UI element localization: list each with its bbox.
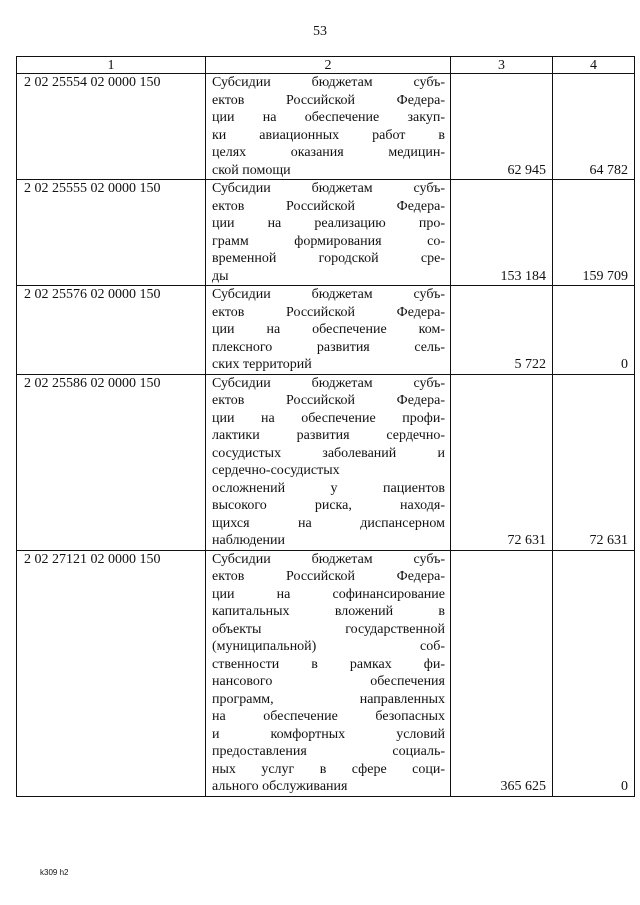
description-cell [206, 74, 451, 180]
budget-code-cell: 2 02 27121 02 0000 150 [17, 550, 206, 796]
description-line: на обеспечение безопасных [212, 709, 445, 724]
table-row [17, 74, 635, 180]
amount-column-4-cell: 159 709 [553, 180, 635, 286]
description-line: и комфортных условий [212, 726, 445, 742]
amount-column-4-cell: 0 [553, 550, 635, 796]
amount-column-3-cell: 62 945 [451, 74, 553, 180]
description-line: ектов Российской Федера- [212, 393, 445, 408]
description-line: ектов Российской Федера- [212, 92, 445, 108]
description-line: Субсидии бюджетам субъ- [212, 287, 445, 302]
description-line: ской помощи [212, 162, 291, 178]
amount-column-3-cell: 72 631 [451, 374, 553, 550]
description-line: плексного развития сель- [212, 339, 445, 355]
table-row [17, 286, 635, 375]
description-line: сосудистых заболеваний и [212, 445, 445, 461]
description-line: ального обслуживания [212, 779, 348, 794]
description-line: Субсидии бюджетам субъ- [212, 181, 445, 196]
description-line: капитальных вложений в [212, 604, 445, 619]
amount-column-4-cell: 0 [553, 286, 635, 375]
description-cell [206, 550, 451, 796]
description-line: Субсидии бюджетам субъ- [212, 375, 445, 391]
description-line: ции на обеспечение ком- [212, 322, 445, 337]
description-line: наблюдении [212, 533, 286, 548]
description-line: временной городской сре- [212, 251, 445, 266]
column-header-2: 2 [206, 57, 451, 74]
description-line: ции на обеспечение закуп- [212, 110, 445, 125]
description-cell [206, 286, 451, 375]
description-line: ских территорий [212, 357, 312, 372]
description-line: ственности в рамках фи- [212, 656, 445, 672]
description-line: ции на софинансирование [212, 586, 445, 602]
amount-column-4-cell: 64 782 [553, 74, 635, 180]
amount-column-3-cell: 365 625 [451, 550, 553, 796]
amount-column-4-cell: 72 631 [553, 374, 635, 550]
description-line: предоставления социаль- [212, 744, 445, 759]
budget-code-cell: 2 02 25554 02 0000 150 [17, 74, 206, 180]
footer-code: k309 h2 [40, 868, 69, 877]
budget-code-cell: 2 02 25586 02 0000 150 [17, 374, 206, 550]
amount-column-3-cell: 5 722 [451, 286, 553, 375]
table-row [17, 180, 635, 286]
description-line: Субсидии бюджетам субъ- [212, 75, 445, 90]
description-line: грамм формирования со- [212, 233, 445, 249]
column-number-row [17, 57, 635, 74]
description-cell [206, 374, 451, 550]
budget-code-cell: 2 02 25555 02 0000 150 [17, 180, 206, 286]
description-line: Субсидии бюджетам субъ- [212, 551, 445, 567]
description-line: (муниципальной) соб- [212, 639, 445, 654]
description-line: ды [212, 268, 229, 284]
column-header-3: 3 [451, 57, 553, 74]
description-line: целях оказания медицин- [212, 145, 445, 160]
description-cell [206, 180, 451, 286]
description-line: осложнений у пациентов [212, 480, 445, 496]
description-line: программ, направленных [212, 691, 445, 707]
description-line: ки авиационных работ в [212, 127, 445, 143]
table-row [17, 550, 635, 796]
budget-table [16, 56, 635, 797]
table-row [17, 374, 635, 550]
description-line: лактики развития сердечно- [212, 428, 445, 443]
description-line: нансового обеспечения [212, 674, 445, 689]
description-line: щихся на диспансерном [212, 515, 445, 531]
description-line: ектов Российской Федера- [212, 569, 445, 584]
description-line: ектов Российской Федера- [212, 304, 445, 320]
description-line: ных услуг в сфере соци- [212, 761, 445, 777]
description-line: сердечно-сосудистых [212, 463, 340, 478]
description-line: объекты государственной [212, 621, 445, 637]
description-line: ции на обеспечение профи- [212, 410, 445, 426]
description-line: высокого риска, находя- [212, 498, 445, 513]
column-header-1: 1 [17, 57, 206, 74]
budget-code-cell: 2 02 25576 02 0000 150 [17, 286, 206, 375]
amount-column-3-cell: 153 184 [451, 180, 553, 286]
page-number: 53 [313, 24, 327, 39]
column-header-4: 4 [553, 57, 635, 74]
description-line: ции на реализацию про- [212, 216, 445, 231]
description-line: ектов Российской Федера- [212, 198, 445, 214]
